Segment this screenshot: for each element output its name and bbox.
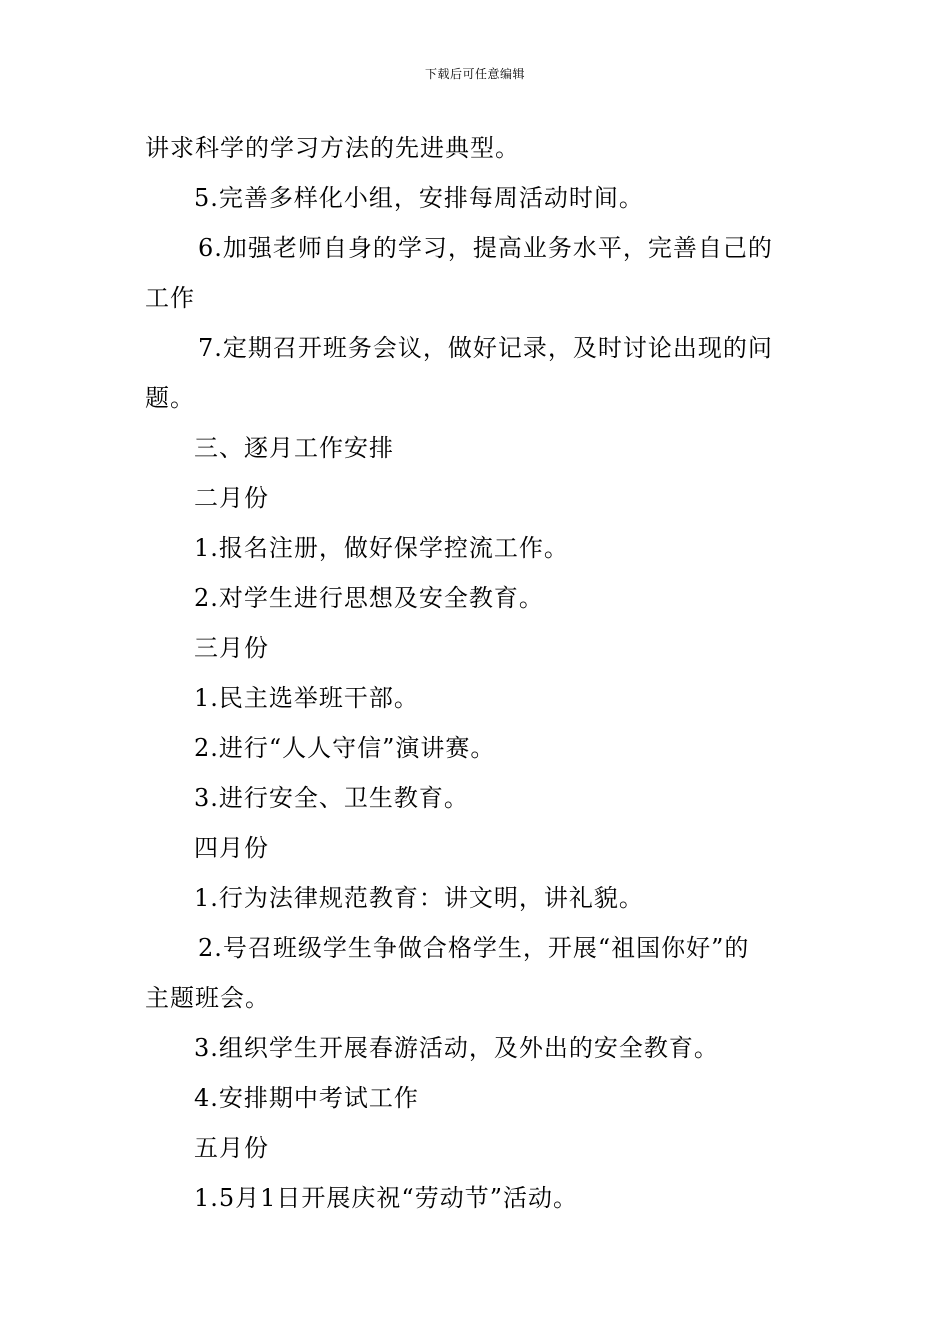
text-line: 工作 xyxy=(145,284,195,312)
text-line: 5.完善多样化小组，安排每周活动时间。 xyxy=(194,184,644,212)
text-line: 6.加强老师自身的学习，提高业务水平，完善自己的 xyxy=(198,234,773,262)
month-heading: 四月份 xyxy=(194,834,269,862)
text-line: 3.进行安全、卫生教育。 xyxy=(194,784,469,812)
page-header: 下载后可任意编辑 xyxy=(424,67,525,81)
text-line: 讲求科学的学习方法的先进典型。 xyxy=(145,134,520,162)
text-line: 3.组织学生开展春游活动，及外出的安全教育。 xyxy=(194,1034,719,1062)
text-line: 2.对学生进行思想及安全教育。 xyxy=(194,584,544,612)
text-line: 2.号召班级学生争做合格学生，开展“祖国你好”的 xyxy=(198,934,750,962)
month-heading: 三月份 xyxy=(194,634,269,662)
text-line: 题。 xyxy=(145,384,195,412)
text-line: 1.5月1日开展庆祝“劳动节”活动。 xyxy=(194,1184,578,1212)
text-line: 2.进行“人人守信”演讲赛。 xyxy=(194,734,496,762)
text-line: 1.报名注册，做好保学控流工作。 xyxy=(194,534,569,562)
text-line: 1.行为法律规范教育：讲文明，讲礼貌。 xyxy=(194,884,644,912)
text-line: 4.安排期中考试工作 xyxy=(194,1084,419,1112)
month-heading: 二月份 xyxy=(194,484,269,512)
text-line: 7.定期召开班务会议，做好记录，及时讨论出现的问 xyxy=(198,334,773,362)
text-line: 主题班会。 xyxy=(145,984,270,1012)
section-heading: 三、逐月工作安排 xyxy=(194,434,394,462)
month-heading: 五月份 xyxy=(194,1134,269,1162)
text-line: 1.民主选举班干部。 xyxy=(194,684,419,712)
